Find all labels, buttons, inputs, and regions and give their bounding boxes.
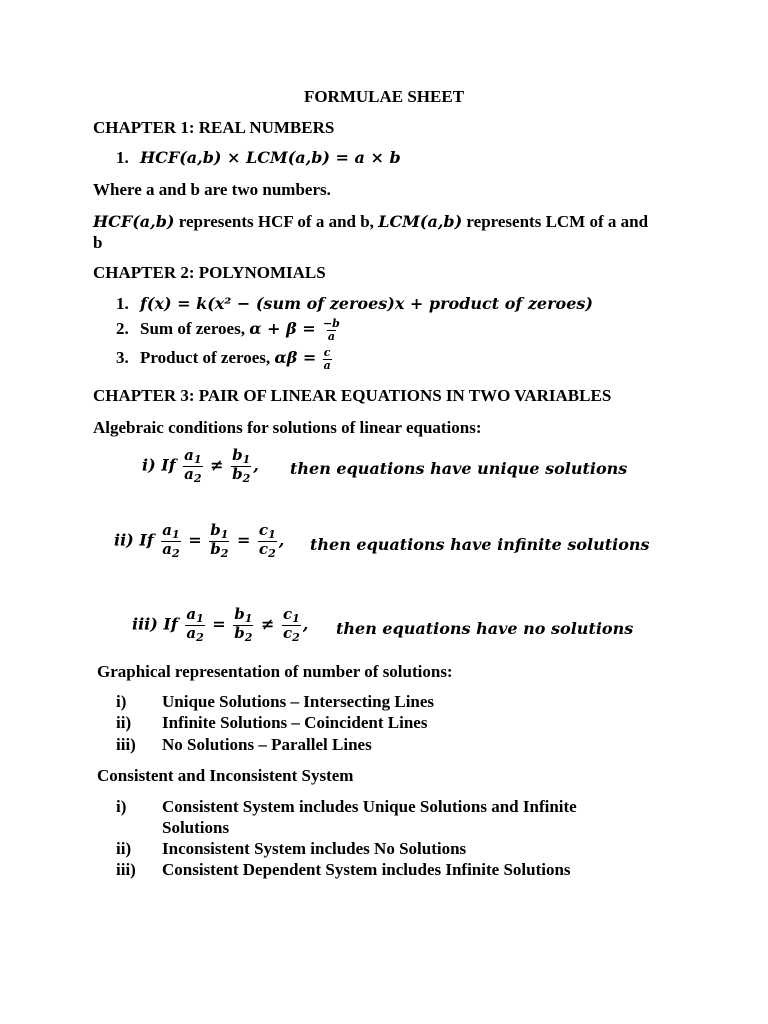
- sum-of-zeroes: [116, 318, 343, 342]
- chapter-3-heading: CHAPTER 3: PAIR OF LINEAR EQUATIONS IN TWO VARIABLES: [93, 386, 612, 405]
- fraction-numerator: −b: [322, 317, 340, 330]
- product-of-zeroes: [116, 347, 334, 371]
- list-item: [116, 860, 571, 880]
- fraction-numerator: c: [323, 346, 331, 359]
- ratio-c: $\frac{c_1}{c_2}$: [283, 605, 300, 644]
- list-item: [116, 692, 434, 712]
- list-label: i): [116, 797, 127, 816]
- condition-infinite: ii) If $\frac{a_1}{a_2}$ = $\frac{b_1}{b_2}$ = $\frac{c_1}{c_2}$ ,: [114, 521, 285, 560]
- item-number: 2.: [116, 318, 129, 338]
- hcf-lcm-formula: HCF(a,b) × LCM(a,b) = a × b: [140, 148, 401, 167]
- ratio-b: $\frac{b_1}{b_2}$: [210, 521, 229, 560]
- condition-none-result: then equations have no solutions: [336, 619, 634, 638]
- list-text: Unique Solutions – Intersecting Lines: [162, 692, 435, 711]
- product-fraction: [323, 347, 332, 371]
- sum-lhs: α + β =: [249, 318, 316, 338]
- item-number: 1.: [116, 148, 129, 167]
- condition-infinite-result: then equations have infinite solutions: [310, 535, 650, 554]
- condition-unique-result: then equations have unique solutions: [290, 459, 628, 478]
- ratio-a: $\frac{a_1}{a_2}$: [184, 446, 202, 485]
- ratio-a: $\frac{a_1}{a_2}$: [186, 605, 204, 644]
- ratio-a: $\frac{a_1}{a_2}$: [162, 521, 180, 560]
- lcm-text: represents LCM of a and: [462, 212, 649, 231]
- relation-symbol: =: [236, 530, 251, 550]
- condition-label: ii) If: [114, 530, 154, 550]
- condition-unique: i) If $\frac{a_1}{a_2}$ ≠ $\frac{b_1}{b_2}$ ,: [142, 446, 259, 485]
- ratio-b: $\frac{b_1}{b_2}$: [232, 446, 251, 485]
- condition-label: i) If: [142, 455, 176, 475]
- item-number: 1.: [116, 294, 129, 313]
- fraction-denominator: a: [323, 358, 331, 372]
- hcf-symbol: HCF(a,b): [93, 212, 175, 231]
- sum-fraction: [322, 318, 341, 342]
- list-text: Consistent Dependent System includes Infinite Solutions: [162, 860, 571, 879]
- consistent-heading: Consistent and Inconsistent System: [97, 766, 354, 785]
- list-label: ii): [116, 839, 132, 858]
- polynomial-formula: [116, 294, 593, 314]
- relation-symbol: ≠: [261, 614, 275, 634]
- lcm-symbol: LCM(a,b): [378, 212, 463, 231]
- condition-label: iii) If: [132, 614, 178, 634]
- list-item: [116, 797, 577, 817]
- chapter-1-where: Where a and b are two numbers.: [93, 180, 331, 199]
- relation-symbol: =: [212, 614, 226, 634]
- chapter-2-heading: CHAPTER 2: POLYNOMIALS: [93, 263, 326, 282]
- list-item: [116, 839, 466, 859]
- list-label: iii): [116, 735, 136, 754]
- list-item: [116, 713, 427, 733]
- polynomial-expression: f(x) = k(x² − (sum of zeroes)x + product of zeroes): [140, 294, 593, 313]
- list-label: iii): [116, 860, 136, 879]
- fraction-denominator: a: [327, 329, 335, 343]
- page-title: FORMULAE SHEET: [303, 87, 465, 106]
- relation-symbol: ≠: [210, 455, 224, 475]
- lcm-text-wrap: b: [93, 233, 103, 252]
- condition-none: iii) If $\frac{a_1}{a_2}$ = $\frac{b_1}{b_2}$ ≠ $\frac{c_1}{c_2}$ ,: [132, 605, 309, 644]
- hcf-text: represents HCF of a and b,: [174, 212, 379, 231]
- chapter-1-explanation: [93, 211, 678, 253]
- list-label: i): [116, 692, 127, 711]
- relation-symbol: =: [188, 530, 202, 550]
- list-label: ii): [116, 713, 132, 732]
- item-number: 3.: [116, 347, 129, 367]
- algebraic-conditions-heading: Algebraic conditions for solutions of linear equations:: [93, 418, 482, 437]
- sum-label: Sum of zeroes,: [140, 318, 250, 338]
- list-text: Consistent System includes Unique Solutions and Infinite: [162, 797, 577, 816]
- chapter-1-formula: [116, 148, 401, 168]
- list-text: Inconsistent System includes No Solutions: [162, 839, 467, 858]
- graphical-heading: Graphical representation of number of solutions:: [97, 662, 453, 681]
- product-lhs: αβ =: [274, 347, 317, 367]
- list-item-continuation: Solutions: [162, 818, 230, 837]
- list-item: [116, 735, 372, 755]
- list-text: Infinite Solutions – Coincident Lines: [162, 713, 428, 732]
- product-label: Product of zeroes,: [140, 347, 275, 367]
- list-text: No Solutions – Parallel Lines: [162, 735, 372, 754]
- chapter-1-heading: CHAPTER 1: REAL NUMBERS: [93, 118, 335, 137]
- ratio-c: $\frac{c_1}{c_2}$: [258, 521, 276, 560]
- ratio-b: $\frac{b_1}{b_2}$: [234, 605, 253, 644]
